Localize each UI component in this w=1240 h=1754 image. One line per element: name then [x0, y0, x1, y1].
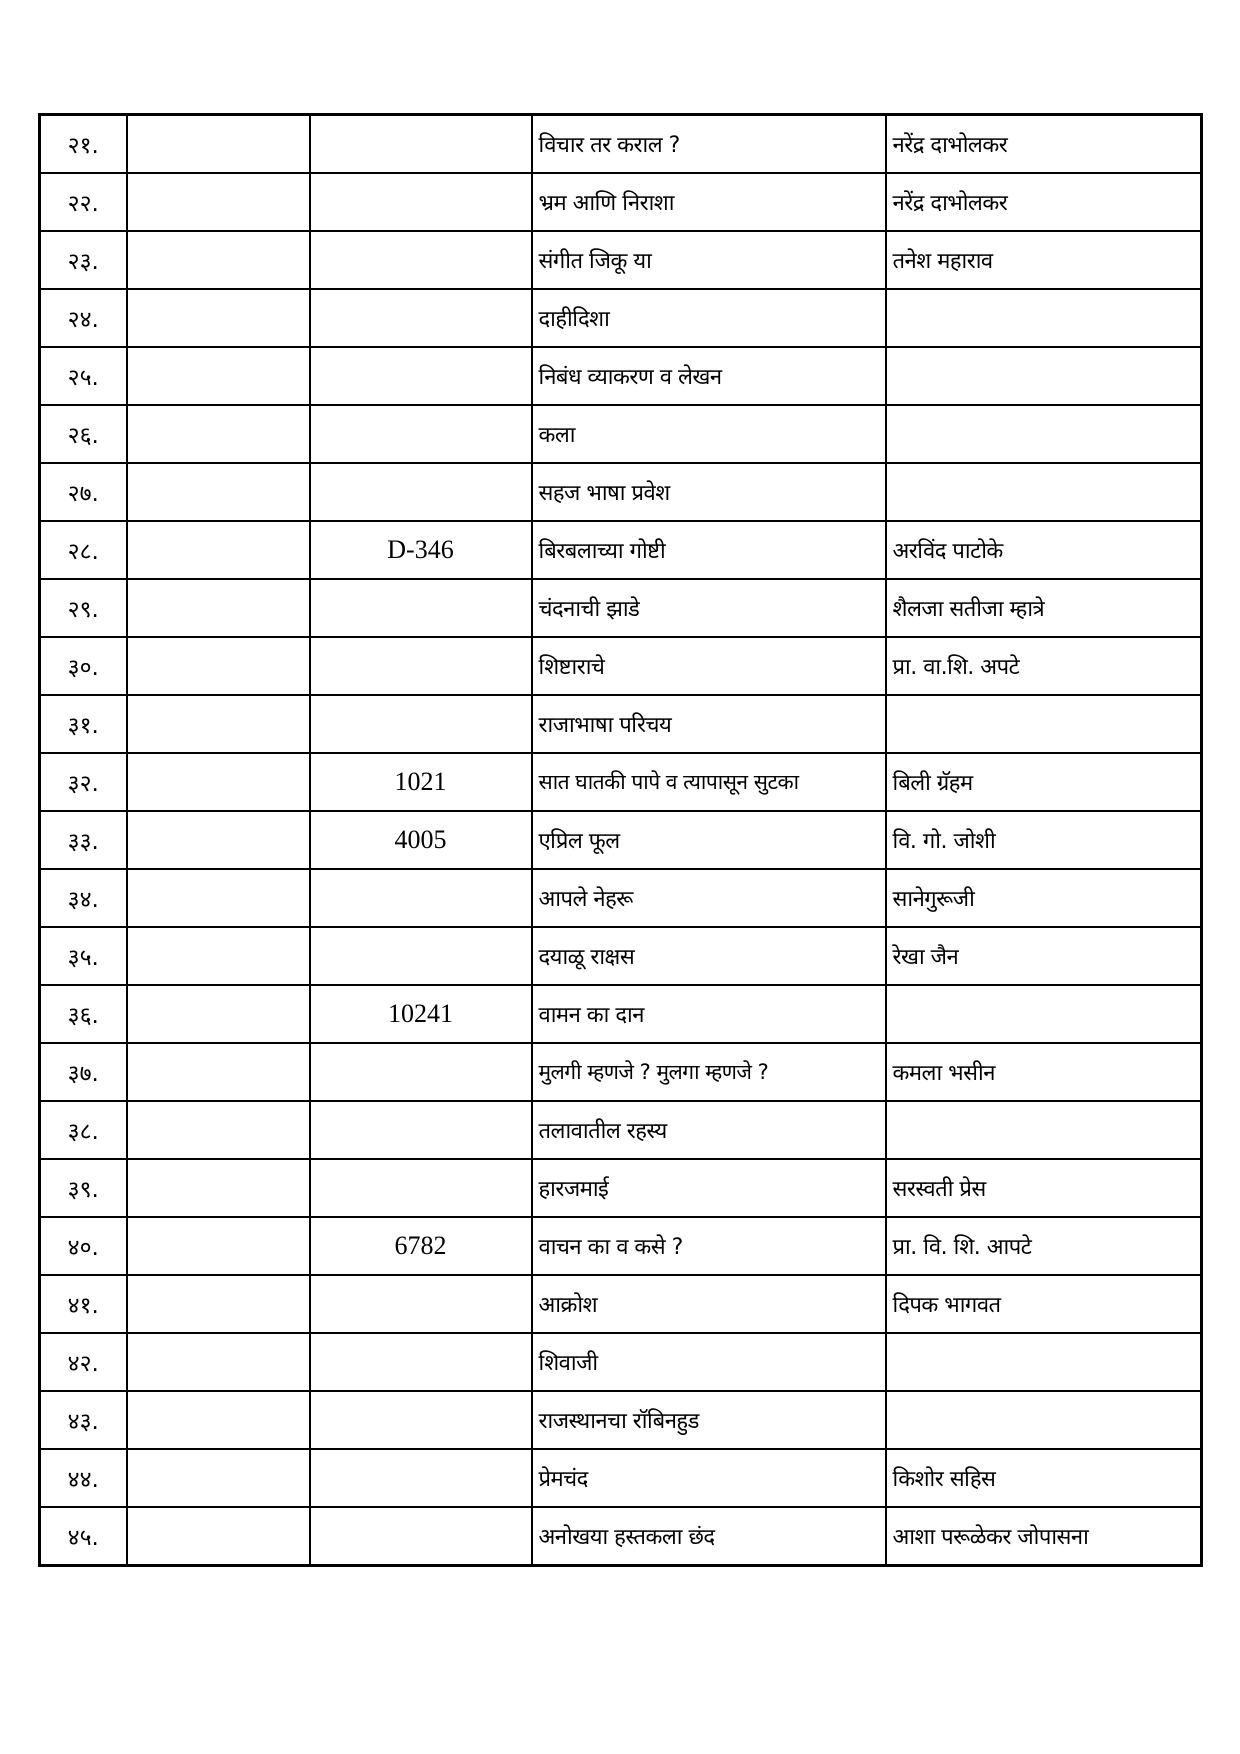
blank-cell	[127, 1043, 310, 1101]
table-row	[40, 405, 1202, 463]
book-code-cell	[310, 1449, 532, 1507]
blank-cell	[127, 1217, 310, 1275]
book-title-cell: दयाळू राक्षस	[532, 927, 886, 985]
book-title-cell: चंदनाची झाडे	[532, 579, 886, 637]
serial-number-cell: २१.	[40, 115, 127, 174]
book-title-cell: वाचन का व कसे ?	[532, 1217, 886, 1275]
table-row	[40, 985, 1202, 1043]
blank-cell	[127, 463, 310, 521]
table-row	[40, 579, 1202, 637]
author-cell	[886, 405, 1202, 463]
blank-cell	[127, 115, 310, 174]
blank-cell	[127, 637, 310, 695]
table-row	[40, 1043, 1202, 1101]
book-code-cell	[310, 869, 532, 927]
book-code-cell	[310, 1333, 532, 1391]
book-title-cell: मुलगी म्हणजे ? मुलगा म्हणजे ?	[532, 1043, 886, 1101]
author-cell: कमला भसीन	[886, 1043, 1202, 1101]
author-cell: अरविंद पाटोके	[886, 521, 1202, 579]
book-title-cell: एप्रिल फूल	[532, 811, 886, 869]
book-list-body	[40, 115, 1202, 1566]
serial-number-cell: ४०.	[40, 1217, 127, 1275]
blank-cell	[127, 1159, 310, 1217]
serial-number-cell: २५.	[40, 347, 127, 405]
author-cell: वि. गो. जोशी	[886, 811, 1202, 869]
book-title-cell: कला	[532, 405, 886, 463]
author-cell	[886, 985, 1202, 1043]
author-cell: शैलजा सतीजा म्हात्रे	[886, 579, 1202, 637]
book-code-cell	[310, 1159, 532, 1217]
book-code-cell	[310, 1507, 532, 1566]
serial-number-cell: २३.	[40, 231, 127, 289]
table-row	[40, 1449, 1202, 1507]
book-code-cell	[310, 115, 532, 174]
book-code-cell: 4005	[310, 811, 532, 869]
author-cell: किशोर सहिस	[886, 1449, 1202, 1507]
blank-cell	[127, 579, 310, 637]
book-title-cell: आक्रोश	[532, 1275, 886, 1333]
book-title-cell: दाहीदिशा	[532, 289, 886, 347]
blank-cell	[127, 1275, 310, 1333]
author-cell	[886, 1101, 1202, 1159]
serial-number-cell: २६.	[40, 405, 127, 463]
book-code-cell: 1021	[310, 753, 532, 811]
serial-number-cell: ३९.	[40, 1159, 127, 1217]
author-cell	[886, 1333, 1202, 1391]
author-cell	[886, 289, 1202, 347]
blank-cell	[127, 1507, 310, 1566]
table-row	[40, 695, 1202, 753]
book-code-cell	[310, 405, 532, 463]
author-cell	[886, 347, 1202, 405]
book-code-cell	[310, 1101, 532, 1159]
book-code-cell	[310, 231, 532, 289]
blank-cell	[127, 1101, 310, 1159]
blank-cell	[127, 869, 310, 927]
table-row	[40, 1333, 1202, 1391]
book-title-cell: वामन का दान	[532, 985, 886, 1043]
blank-cell	[127, 927, 310, 985]
table-row	[40, 231, 1202, 289]
serial-number-cell: ४१.	[40, 1275, 127, 1333]
book-list-sheet	[38, 113, 1200, 1567]
table-row	[40, 1507, 1202, 1566]
author-cell: नरेंद्र दाभोलकर	[886, 115, 1202, 174]
serial-number-cell: २७.	[40, 463, 127, 521]
author-cell: प्रा. वा.शि. अपटे	[886, 637, 1202, 695]
blank-cell	[127, 173, 310, 231]
book-title-cell: विचार तर कराल ?	[532, 115, 886, 174]
book-title-cell: राजाभाषा परिचय	[532, 695, 886, 753]
book-code-cell	[310, 463, 532, 521]
book-code-cell	[310, 1391, 532, 1449]
table-row	[40, 1391, 1202, 1449]
author-cell: प्रा. वि. शि. आपटे	[886, 1217, 1202, 1275]
blank-cell	[127, 1391, 310, 1449]
serial-number-cell: ४४.	[40, 1449, 127, 1507]
book-title-cell: आपले नेहरू	[532, 869, 886, 927]
serial-number-cell: ४३.	[40, 1391, 127, 1449]
book-code-cell	[310, 1275, 532, 1333]
book-code-cell	[310, 927, 532, 985]
table-row	[40, 1217, 1202, 1275]
book-title-cell: अनोखया हस्तकला छंद	[532, 1507, 886, 1566]
serial-number-cell: २८.	[40, 521, 127, 579]
blank-cell	[127, 985, 310, 1043]
table-row	[40, 521, 1202, 579]
author-cell: दिपक भागवत	[886, 1275, 1202, 1333]
author-cell: रेखा जैन	[886, 927, 1202, 985]
blank-cell	[127, 753, 310, 811]
author-cell: सरस्वती प्रेस	[886, 1159, 1202, 1217]
book-title-cell: निबंध व्याकरण व लेखन	[532, 347, 886, 405]
book-title-cell: शिष्टाराचे	[532, 637, 886, 695]
table-row	[40, 753, 1202, 811]
serial-number-cell: २९.	[40, 579, 127, 637]
blank-cell	[127, 289, 310, 347]
serial-number-cell: २४.	[40, 289, 127, 347]
table-row	[40, 463, 1202, 521]
table-row	[40, 1159, 1202, 1217]
serial-number-cell: ३५.	[40, 927, 127, 985]
blank-cell	[127, 811, 310, 869]
author-cell	[886, 463, 1202, 521]
book-title-cell: हारजमाई	[532, 1159, 886, 1217]
serial-number-cell: ३६.	[40, 985, 127, 1043]
book-code-cell: 10241	[310, 985, 532, 1043]
blank-cell	[127, 231, 310, 289]
book-title-cell: बिरबलाच्या गोष्टी	[532, 521, 886, 579]
book-code-cell: 6782	[310, 1217, 532, 1275]
serial-number-cell: ३२.	[40, 753, 127, 811]
author-cell: सानेगुरूजी	[886, 869, 1202, 927]
author-cell	[886, 1391, 1202, 1449]
table-row	[40, 115, 1202, 174]
table-row	[40, 347, 1202, 405]
serial-number-cell: ४५.	[40, 1507, 127, 1566]
table-row	[40, 869, 1202, 927]
table-row	[40, 173, 1202, 231]
serial-number-cell: ३४.	[40, 869, 127, 927]
author-cell	[886, 695, 1202, 753]
book-title-cell: भ्रम आणि निराशा	[532, 173, 886, 231]
book-code-cell: D-346	[310, 521, 532, 579]
blank-cell	[127, 347, 310, 405]
serial-number-cell: ३७.	[40, 1043, 127, 1101]
author-cell: नरेंद्र दाभोलकर	[886, 173, 1202, 231]
blank-cell	[127, 1449, 310, 1507]
author-cell: आशा परूळेकर जोपासना	[886, 1507, 1202, 1566]
table-row	[40, 637, 1202, 695]
book-code-cell	[310, 695, 532, 753]
table-row	[40, 1275, 1202, 1333]
blank-cell	[127, 1333, 310, 1391]
book-title-cell: तलावातील रहस्य	[532, 1101, 886, 1159]
serial-number-cell: ३३.	[40, 811, 127, 869]
blank-cell	[127, 405, 310, 463]
table-row	[40, 811, 1202, 869]
book-title-cell: सात घातकी पापे व त्यापासून सुटका	[532, 753, 886, 811]
book-title-cell: शिवाजी	[532, 1333, 886, 1391]
book-title-cell: प्रेमचंद	[532, 1449, 886, 1507]
table-row	[40, 289, 1202, 347]
serial-number-cell: ३८.	[40, 1101, 127, 1159]
author-cell: तनेश महाराव	[886, 231, 1202, 289]
serial-number-cell: ३१.	[40, 695, 127, 753]
book-code-cell	[310, 637, 532, 695]
table-row	[40, 927, 1202, 985]
book-code-cell	[310, 347, 532, 405]
serial-number-cell: ४२.	[40, 1333, 127, 1391]
book-list-table	[38, 113, 1203, 1567]
book-code-cell	[310, 579, 532, 637]
author-cell: बिली ग्रॅहम	[886, 753, 1202, 811]
book-title-cell: राजस्थानचा रॉबिनहुड	[532, 1391, 886, 1449]
serial-number-cell: ३०.	[40, 637, 127, 695]
book-code-cell	[310, 289, 532, 347]
book-title-cell: संगीत जिकू या	[532, 231, 886, 289]
book-code-cell	[310, 1043, 532, 1101]
table-row	[40, 1101, 1202, 1159]
blank-cell	[127, 521, 310, 579]
blank-cell	[127, 695, 310, 753]
serial-number-cell: २२.	[40, 173, 127, 231]
book-title-cell: सहज भाषा प्रवेश	[532, 463, 886, 521]
book-code-cell	[310, 173, 532, 231]
